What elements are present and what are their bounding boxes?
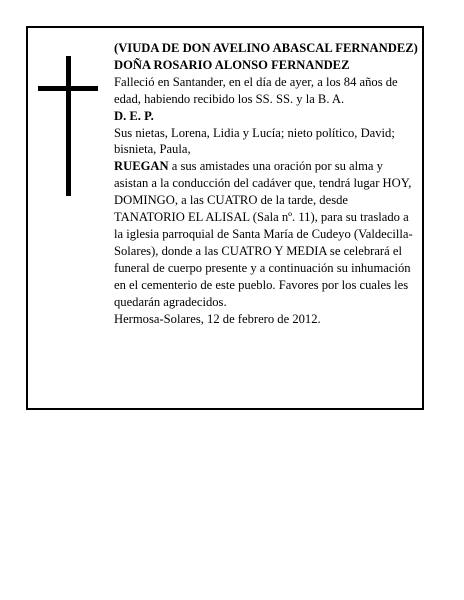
cross-horizontal-bar — [38, 86, 98, 91]
obituary-notice — [26, 26, 424, 410]
place-date: Hermosa-Solares, 12 de febrero de 2012. — [114, 311, 321, 326]
deceased-name: DOÑA ROSARIO ALONSO FERNANDEZ — [114, 57, 350, 72]
family-text: Sus nietas, Lorena, Lidia y Lucía; nieto político, David; bisnieta, Paula, — [114, 125, 395, 157]
notice-text — [114, 40, 420, 327]
death-text: Falleció en Santander, en el día de ayer, a los 84 años de edad, habiendo recibido los SS. SS. y la B. A. — [114, 74, 398, 106]
dep-line: D. E. P. — [114, 108, 154, 123]
ruegan-label: RUEGAN — [114, 159, 169, 174]
cross-vertical-bar — [66, 56, 71, 196]
widow-heading: (VIUDA DE DON AVELINO ABASCAL FERNANDEZ) — [114, 41, 418, 55]
request-text: a sus amistades una oración por su alma y asistan a la conducción del cadáver que, tendrá lugar HOY, DOMINGO, a las CUATRO de la tarde, desde TANATORIO EL ALISAL (Sala nº. 11), para su traslado a la iglesia parroquial de Santa María de Cudeyo (Valdecilla-Solares), donde a las CUATRO Y MEDIA se celebrará el funeral de cuerpo presente y a continuación su inhumación en el cementerio de este pueblo. Favores por los cuales les quedarán agradecidos. — [114, 159, 413, 309]
request-paragraph — [114, 158, 420, 310]
